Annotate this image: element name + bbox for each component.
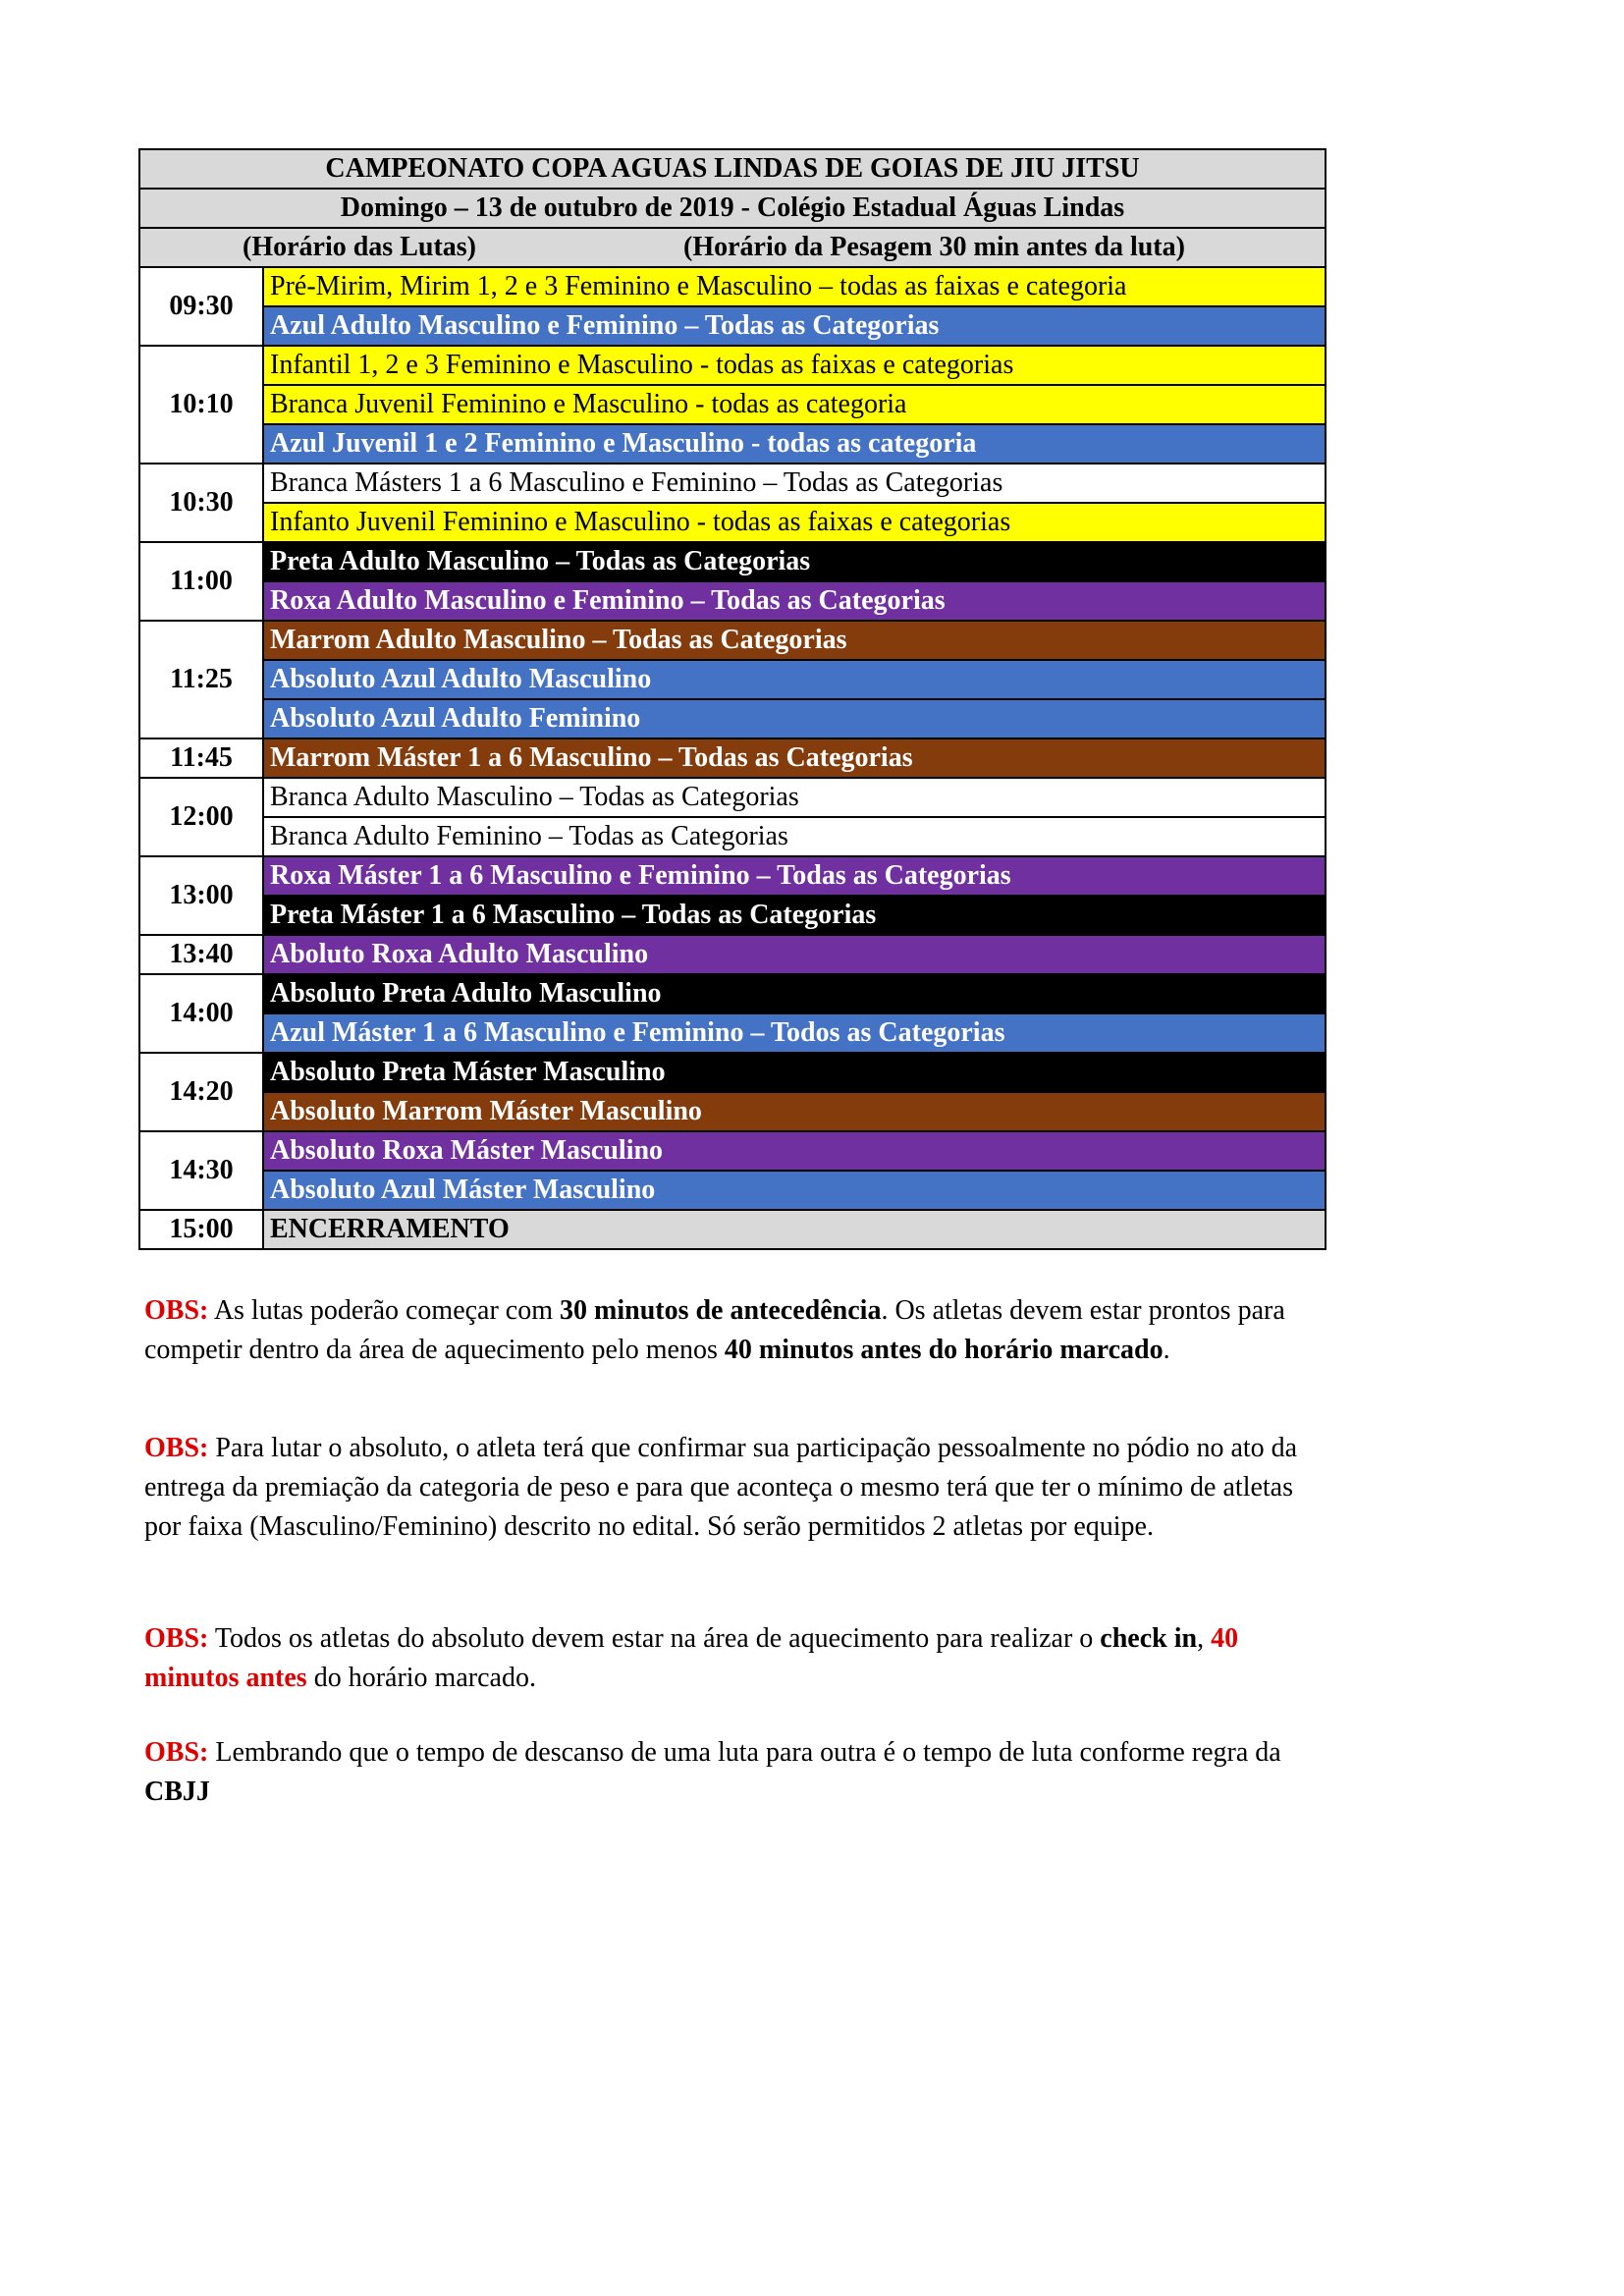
schedule-row	[139, 1092, 1326, 1131]
schedule-row	[139, 974, 1326, 1013]
event-category: Branca Adulto Masculino – Todas as Categorias	[263, 778, 1326, 817]
time-slot: 12:00	[139, 778, 263, 856]
schedule-row	[139, 464, 1326, 503]
time-slot: 10:30	[139, 464, 263, 542]
schedule-row	[139, 817, 1326, 856]
event-category: Roxa Adulto Masculino e Feminino – Todas as Categorias	[263, 581, 1326, 621]
event-category: Azul Juvenil 1 e 2 Feminino e Masculino - todas as categoria	[263, 424, 1326, 464]
schedule-body	[139, 149, 1326, 1249]
obs-note-3: OBS: Todos os atletas do absoluto devem estar na área de aquecimento para realizar o check in, 40 minutos antes do horário marcado.	[144, 1623, 1239, 1693]
event-title: CAMPEONATO COPA AGUAS LINDAS DE GOIAS DE JIU JITSU	[139, 149, 1326, 189]
event-category: Infanto Juvenil Feminino e Masculino - todas as faixas e categorias	[263, 503, 1326, 542]
header-subtitle-row	[139, 189, 1326, 228]
event-category: Preta Adulto Masculino – Todas as Categorias	[263, 542, 1326, 581]
event-category: Azul Máster 1 a 6 Masculino e Feminino – Todos as Categorias	[263, 1013, 1326, 1053]
schedule-row	[139, 1210, 1326, 1249]
event-category: Absoluto Preta Adulto Masculino	[263, 974, 1326, 1013]
schedule-row	[139, 1013, 1326, 1053]
event-category: Branca Adulto Feminino – Todas as Categorias	[263, 817, 1326, 856]
obs-note-2: OBS: Para lutar o absoluto, o atleta terá que confirmar sua participação pessoalmente no pódio no ato da entrega da premiação da categoria de peso e para que aconteça o mesmo terá que ter o mínimo de atletas por faixa (Masculino/Feminino) descrito no edital. Só serão permitidos 2 atletas por equipe.	[144, 1433, 1298, 1542]
schedule-row	[139, 346, 1326, 385]
time-slot: 11:45	[139, 738, 263, 778]
event-category: Absoluto Azul Adulto Masculino	[263, 660, 1326, 699]
time-slot: 11:00	[139, 542, 263, 621]
obs-label: OBS:	[144, 1737, 209, 1768]
schedule-row	[139, 778, 1326, 817]
obs-label: OBS:	[144, 1433, 209, 1463]
obs-note-1: OBS: As lutas poderão começar com 30 minutos de antecedência. Os atletas devem estar prontos para competir dentro da área de aquecimento pelo menos 40 minutos antes do horário marcado.	[144, 1295, 1285, 1365]
obs-label: OBS:	[144, 1295, 209, 1326]
event-date-venue: Domingo – 13 de outubro de 2019 - Colégio Estadual Águas Lindas	[139, 189, 1326, 228]
schedule-row	[139, 660, 1326, 699]
column-headers	[139, 228, 1326, 267]
header-title-row	[139, 149, 1326, 189]
schedule-row	[139, 503, 1326, 542]
event-category: Absoluto Roxa Máster Masculino	[263, 1131, 1326, 1171]
event-category: Marrom Máster 1 a 6 Masculino – Todas as Categorias	[263, 738, 1326, 778]
schedule-row	[139, 306, 1326, 346]
time-slot: 13:40	[139, 935, 263, 974]
time-slot: 13:00	[139, 856, 263, 935]
time-slot: 10:10	[139, 346, 263, 464]
time-slot: 11:25	[139, 621, 263, 738]
schedule-row	[139, 1053, 1326, 1092]
event-category: Roxa Máster 1 a 6 Masculino e Feminino – Todas as Categorias	[263, 856, 1326, 896]
time-slot: 14:30	[139, 1131, 263, 1210]
time-slot: 14:20	[139, 1053, 263, 1131]
event-category: Preta Máster 1 a 6 Masculino – Todas as Categorias	[263, 896, 1326, 935]
event-category: Branca Másters 1 a 6 Masculino e Feminino – Todas as Categorias	[263, 464, 1326, 503]
event-category: Marrom Adulto Masculino – Todas as Categorias	[263, 621, 1326, 660]
event-category: Absoluto Azul Máster Masculino	[263, 1171, 1326, 1210]
event-category: Azul Adulto Masculino e Feminino – Todas as Categorias	[263, 306, 1326, 346]
schedule-row	[139, 896, 1326, 935]
time-slot: 09:30	[139, 267, 263, 346]
schedule-row	[139, 935, 1326, 974]
schedule-row	[139, 267, 1326, 306]
event-category: Absoluto Marrom Máster Masculino	[263, 1092, 1326, 1131]
event-category: ENCERRAMENTO	[263, 1210, 1326, 1249]
time-slot: 15:00	[139, 1210, 263, 1249]
schedule-row	[139, 1171, 1326, 1210]
schedule-row	[139, 424, 1326, 464]
event-category: Absoluto Azul Adulto Feminino	[263, 699, 1326, 738]
event-category: Branca Juvenil Feminino e Masculino - todas as categoria	[263, 385, 1326, 424]
event-category: Infantil 1, 2 e 3 Feminino e Masculino - todas as faixas e categorias	[263, 346, 1326, 385]
schedule-row	[139, 699, 1326, 738]
event-category: Pré-Mirim, Mirim 1, 2 e 3 Feminino e Masculino – todas as faixas e categoria	[263, 267, 1326, 306]
schedule-row	[139, 738, 1326, 778]
schedule-row	[139, 1131, 1326, 1171]
obs-label: OBS:	[144, 1623, 209, 1654]
fight-time-header: (Horário das Lutas)	[243, 232, 476, 262]
schedule-table	[138, 148, 1326, 1250]
time-slot: 14:00	[139, 974, 263, 1053]
schedule-row	[139, 542, 1326, 581]
schedule-row	[139, 856, 1326, 896]
obs-note-4: OBS: Lembrando que o tempo de descanso de uma luta para outra é o tempo de luta conforme regra da CBJJ	[144, 1737, 1281, 1807]
event-category: Aboluto Roxa Adulto Masculino	[263, 935, 1326, 974]
event-category: Absoluto Preta Máster Masculino	[263, 1053, 1326, 1092]
schedule-row	[139, 581, 1326, 621]
schedule-row	[139, 385, 1326, 424]
header-columns-row	[139, 228, 1326, 267]
schedule-row	[139, 621, 1326, 660]
weigh-in-header: (Horário da Pesagem 30 min antes da luta)	[683, 232, 1185, 262]
